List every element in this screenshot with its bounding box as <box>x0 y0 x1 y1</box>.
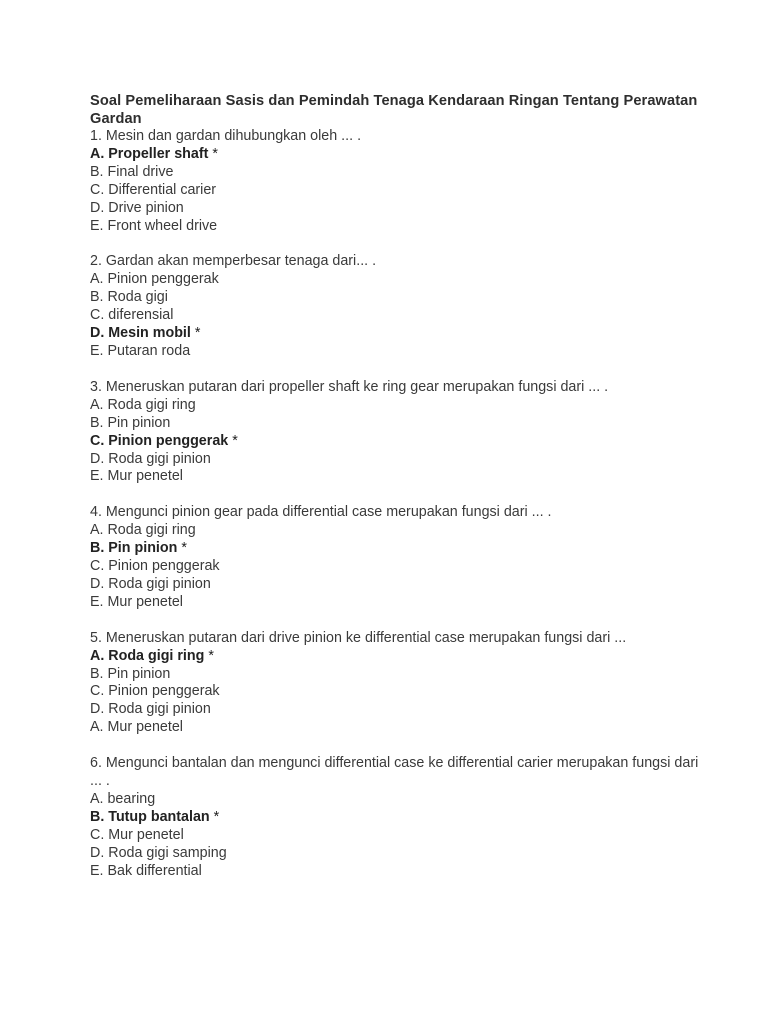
question-text: 2. Gardan akan memperbesar tenaga dari... . <box>90 253 377 270</box>
question-text: 3. Meneruskan putaran dari propeller shaft ke ring gear merupakan fungsi dari ... . <box>90 378 609 395</box>
correct-answer-mark: * <box>209 808 220 825</box>
option-label: A. Propeller shaft <box>90 145 209 162</box>
option-label: B. Pin pinion <box>90 665 171 682</box>
answer-option <box>90 200 710 218</box>
option-label: A. Roda gigi ring <box>90 396 196 413</box>
answer-option-correct <box>90 648 710 666</box>
answer-option <box>90 343 710 361</box>
option-label: A. bearing <box>90 791 156 807</box>
option-label: D. Roda gigi pinion <box>90 575 211 592</box>
option-label: C. Pinion penggerak <box>90 432 229 449</box>
option-label: C. Differential carier <box>90 181 217 198</box>
answer-option <box>90 164 710 182</box>
option-label: A. Roda gigi ring <box>90 522 196 539</box>
option-label: D. Mesin mobil <box>90 325 191 342</box>
question-text: 4. Mengunci pinion gear pada differential case merupakan fungsi dari ... . <box>90 504 552 521</box>
answer-option <box>90 289 710 307</box>
answer-option <box>90 845 710 863</box>
correct-answer-mark: * <box>228 432 238 449</box>
answer-option-correct <box>90 146 710 164</box>
answer-option <box>90 397 710 415</box>
answer-option <box>90 719 710 737</box>
option-label: D. Roda gigi samping <box>90 844 227 861</box>
question-block <box>90 253 710 360</box>
answer-option <box>90 683 710 701</box>
answer-option <box>90 451 710 469</box>
option-label: E. Front wheel drive <box>90 217 218 234</box>
option-label: C. Pinion penggerak <box>90 558 220 575</box>
option-label: E. Mur penetel <box>90 593 183 610</box>
answer-option-correct <box>90 325 710 343</box>
question-block <box>90 504 710 611</box>
option-label: B. Final drive <box>90 163 174 180</box>
question-text: 5. Meneruskan putaran dari drive pinion ke differential case merupakan fungsi dari ... <box>90 629 627 646</box>
option-label: D. Roda gigi pinion <box>90 701 211 718</box>
question-text: 1. Mesin dan gardan dihubungkan oleh ... . <box>90 128 362 144</box>
option-label: B. Pin pinion <box>90 414 171 431</box>
option-label: B. Pin pinion <box>90 540 178 557</box>
correct-answer-mark: * <box>204 647 214 664</box>
answer-option <box>90 415 710 433</box>
answer-option <box>90 307 710 325</box>
answer-option-correct <box>90 433 710 451</box>
question-text: 6. Mengunci bantalan dan mengunci differential case ke differential carier merupakan fungsi dari ... . <box>90 755 699 790</box>
answer-option <box>90 863 710 881</box>
correct-answer-mark: * <box>177 540 187 557</box>
document-title: Soal Pemeliharaan Sasis dan Pemindah Tenaga Kendaraan Ringan Tentang Perawatan Gardan <box>90 93 698 127</box>
answer-option <box>90 594 710 612</box>
option-label: C. Pinion penggerak <box>90 683 220 700</box>
answer-option <box>90 701 710 719</box>
answer-option <box>90 558 710 576</box>
answer-option <box>90 827 710 845</box>
option-label: D. Roda gigi pinion <box>90 450 211 467</box>
option-label: C. Mur penetel <box>90 826 184 843</box>
question-list <box>90 128 710 881</box>
correct-answer-mark: * <box>190 325 201 342</box>
option-label: B. Tutup bantalan <box>90 808 210 825</box>
document-page <box>90 93 710 899</box>
answer-option <box>90 576 710 594</box>
answer-option <box>90 791 710 809</box>
question-block <box>90 379 710 486</box>
answer-option <box>90 522 710 540</box>
option-label: A. Pinion penggerak <box>90 271 219 288</box>
question-block <box>90 755 710 880</box>
answer-option-correct <box>90 540 710 558</box>
option-label: E. Mur penetel <box>90 468 183 485</box>
option-label: B. Roda gigi <box>90 289 168 306</box>
answer-option <box>90 271 710 289</box>
option-label: E. Bak differential <box>90 862 202 879</box>
answer-option <box>90 666 710 684</box>
answer-option <box>90 218 710 236</box>
option-label: D. Drive pinion <box>90 199 184 216</box>
option-label: A. Mur penetel <box>90 719 183 736</box>
option-label: A. Roda gigi ring <box>90 647 205 664</box>
correct-answer-mark: * <box>208 145 218 162</box>
answer-option <box>90 182 710 200</box>
question-block <box>90 128 710 235</box>
question-block <box>90 630 710 737</box>
option-label: C. diferensial <box>90 307 174 324</box>
answer-option-correct <box>90 809 710 827</box>
option-label: E. Putaran roda <box>90 342 191 359</box>
answer-option <box>90 468 710 486</box>
